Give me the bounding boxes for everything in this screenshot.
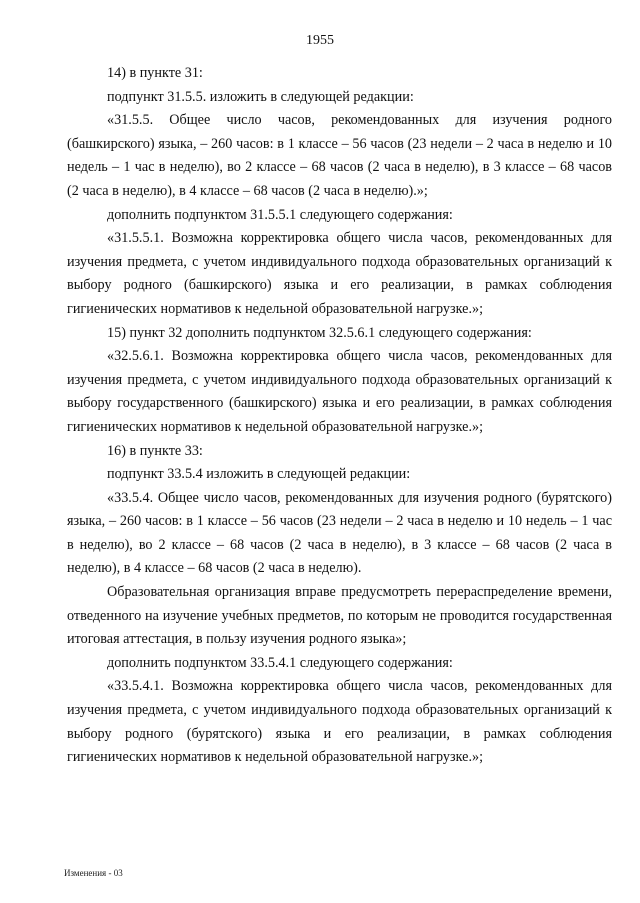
paragraph-subpoint-33-5-4-intro: подпункт 33.5.4 изложить в следующей редакции: [107,466,411,483]
paragraph-33-5-4-1-text: «33.5.4.1. Возможна корректировка общего числа часов, рекомендованных для изучения предмета, с учетом индивидуального подхода образовательных организаций к выбору родного (бурятского) языка и его реализации, в рамках соблюдения гигиенических нормативов к недельной образовательной нагрузке.»; [67,678,612,766]
paragraph-31-5-5-1-text: «31.5.5.1. Возможна корректировка общего числа часов, рекомендованных для изучения предмета, с учетом индивидуального подхода образовательных организаций к выбору родного (башкирского) языка и его реализации, в рамках соблюдения гигиенических нормативов к недельной образовательной нагрузке.»; [67,230,612,317]
paragraph-item-15: 15) пункт 32 дополнить подпунктом 32.5.6.1 следующего содержания: [107,324,532,341]
footer-note: Изменения - 03 [64,868,123,878]
paragraph-subpoint-31-5-5-intro: подпункт 31.5.5. изложить в следующей редакции: [107,88,414,105]
paragraph-33-5-4-text: «33.5.4. Общее число часов, рекомендованных для изучения родного (бурятского) языка, – 260 часов: в 1 классе – 56 часов (23 недели – 2 часа в неделю и 10 недель – 1 час в неделю), во 2 классе – 68 часов (2 часа в неделю), в 3 классе – 68 часов (2 часа в неделю), в 4 классе – 68 часов (2 часа в неделю). [67,489,612,577]
paragraph-32-5-6-1-text: «32.5.6.1. Возможна корректировка общего числа часов, рекомендованных для изучения предмета, с учетом индивидуального подхода образовательных организаций к выбору государственного (башкирского) языка и его реализации, в рамках соблюдения гигиенических нормативов к недельной образовательной нагрузке.»; [67,348,612,435]
page-number: 1955 [306,33,334,48]
document-body [67,62,612,770]
paragraph-33-5-4-redistribution: Образовательная организация вправе предусмотреть перераспределение времени, отведенного на изучение учебных предметов, по которым не проводится государственная итоговая аттестация, в пользу изучения родного языка»; [67,584,612,648]
paragraph-31-5-5-1-intro: дополнить подпунктом 31.5.5.1 следующего содержания: [107,206,453,223]
paragraph-item-16-heading: 16) в пункте 33: [107,442,203,459]
paragraph-33-5-4-1-intro: дополнить подпунктом 33.5.4.1 следующего содержания: [107,654,453,671]
paragraph-item-14-heading: 14) в пункте 31: [107,65,203,81]
paragraph-31-5-5-text: «31.5.5. Общее число часов, рекомендованных для изучения родного (башкирского) языка, – 260 часов: в 1 классе – 56 часов (23 недели – 2 часа в неделю и 10 недель – 1 час в неделю), во 2 классе – 68 часов (2 часа в неделю), в 3 классе – 68 часов (2 часа в неделю), в 4 классе – 68 часов (2 часа в неделю).»; [67,112,612,199]
